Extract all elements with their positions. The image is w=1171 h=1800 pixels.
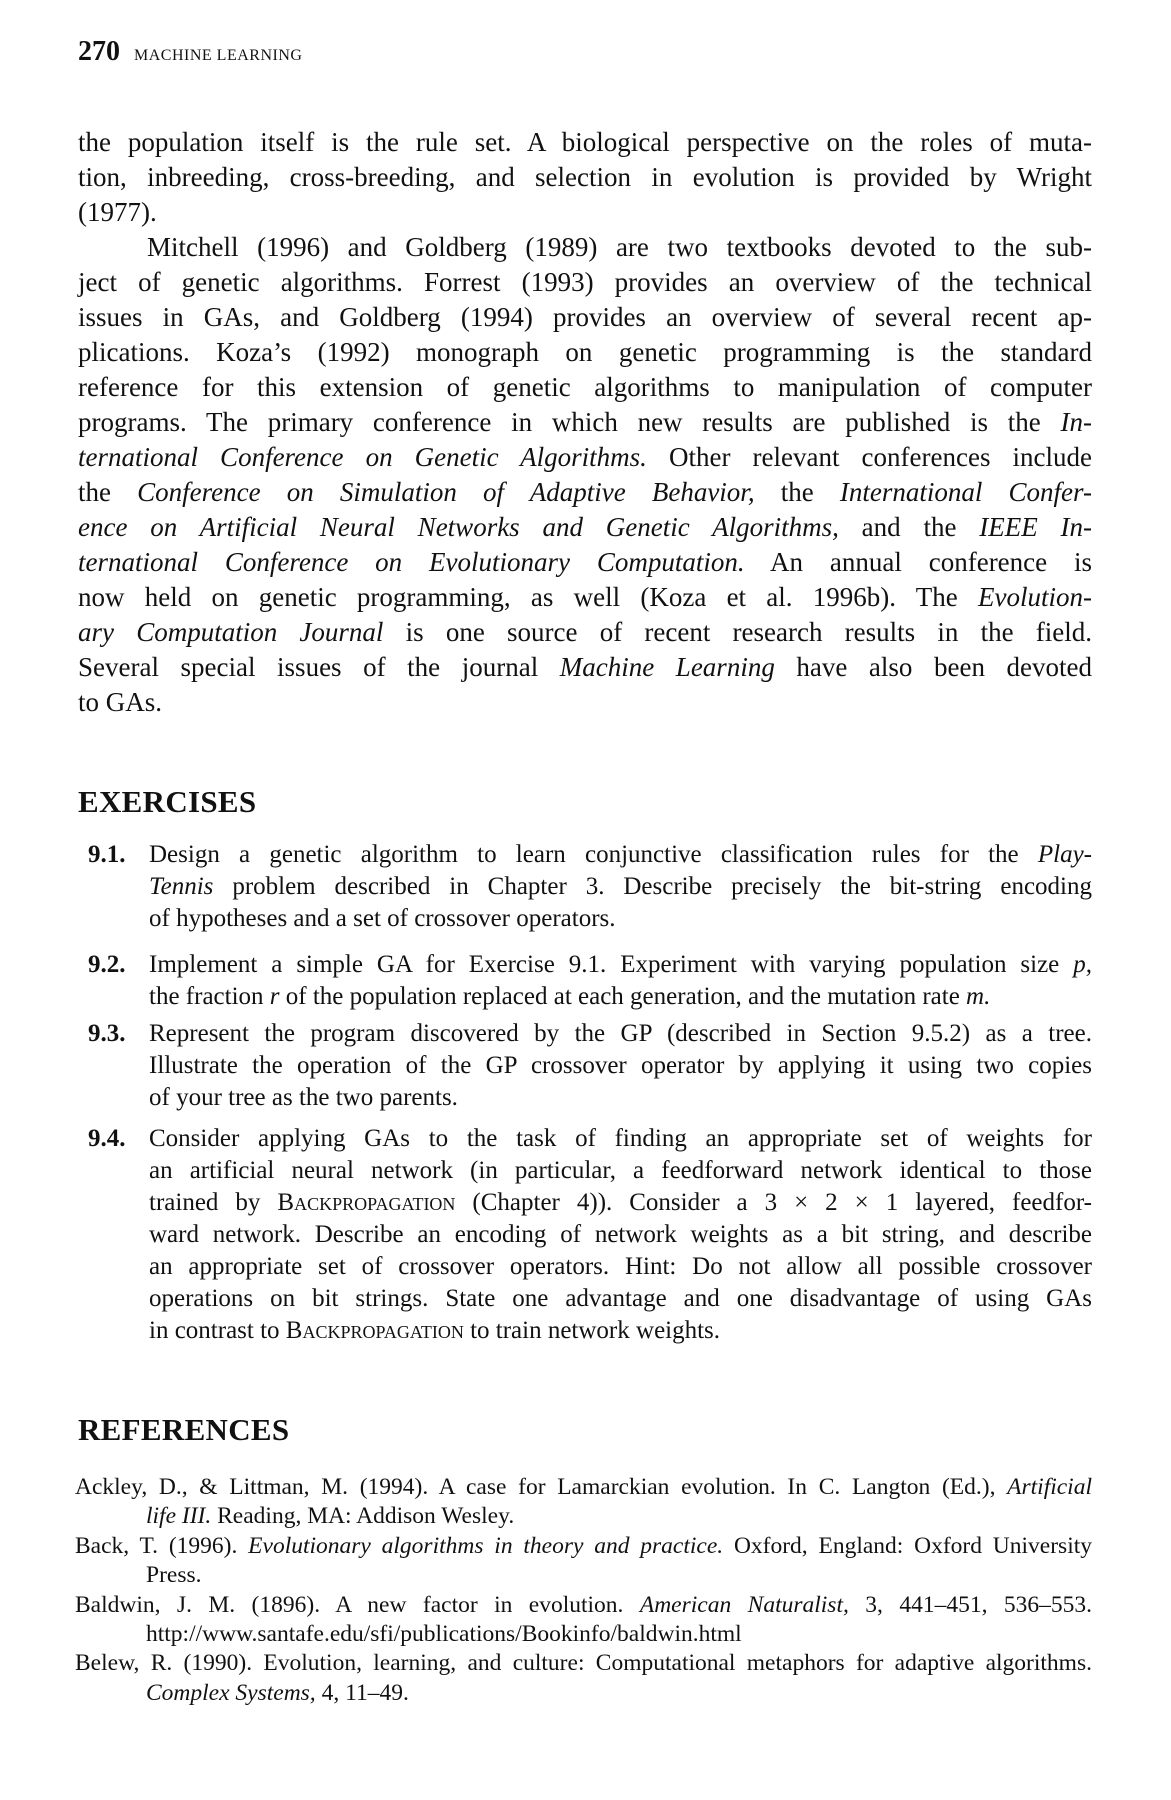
page-number: 270	[78, 36, 120, 67]
text-run: an appropriate set of crossover operators. Hint: Do not allow all possible crossover	[149, 1253, 1092, 1280]
italic-text: Tennis	[149, 873, 214, 900]
text-run: Represent the program discovered by the GP (described in Section 9.5.2) as a tree.	[149, 1020, 1092, 1047]
text-line	[75, 1620, 1092, 1649]
text-line	[78, 160, 1092, 195]
text-line	[78, 650, 1092, 685]
references-list	[75, 1473, 1092, 1708]
exercise-item	[88, 1018, 1092, 1114]
text-run: and the	[838, 512, 980, 542]
running-title: MACHINE LEARNING	[134, 47, 303, 64]
text-run: Consider applying GAs to the task of finding an appropriate set of weights for	[149, 1125, 1092, 1152]
text-line	[78, 335, 1092, 370]
italic-text: ary Computation Journal	[78, 617, 384, 647]
text-run: operations on bit strings. State one advantage and one disadvantage of using GAs	[149, 1285, 1092, 1312]
text-run: plications. Koza’s (1992) monograph on genetic programming is the standard	[78, 337, 1092, 367]
text-line	[149, 1018, 1092, 1050]
text-line	[78, 300, 1092, 335]
italic-text: American Naturalist,	[639, 1591, 849, 1618]
text-line	[78, 405, 1092, 440]
text-run: now held on genetic programming, as well (Koza et al. 1996b). The	[78, 582, 979, 612]
text-line	[149, 1187, 1092, 1219]
text-run: tion, inbreeding, cross-breeding, and selection in evolution is provided by Wright	[78, 162, 1092, 192]
text-run: Design a genetic algorithm to learn conjunctive classification rules for the	[149, 841, 1038, 868]
text-line	[149, 949, 1092, 981]
text-run: an artificial neural network (in particular, a feedforward network identical to those	[149, 1157, 1092, 1184]
text-run: Illustrate the operation of the GP crossover operator by applying it using two copies	[149, 1052, 1092, 1079]
text-line	[149, 1283, 1092, 1315]
italic-text: ternational Conference on Genetic Algorithms.	[78, 442, 647, 472]
italic-text: ence on Artificial Neural Networks and Genetic Algorithms,	[78, 512, 839, 542]
text-line	[78, 510, 1092, 545]
text-run: Press.	[146, 1562, 202, 1589]
text-run: (Chapter 4)). Consider a 3 × 2 × 1 layered, feedfor-	[455, 1189, 1092, 1216]
text-line	[78, 265, 1092, 300]
italic-text: Conference on Simulation of Adaptive Behavior,	[137, 477, 755, 507]
italic-text: Artificial	[1007, 1474, 1092, 1500]
text-run: of your tree as the two parents.	[149, 1084, 458, 1111]
text-line	[75, 1649, 1092, 1678]
text-line	[75, 1502, 1092, 1531]
text-line	[149, 839, 1092, 871]
text-run: 4, 11–49.	[315, 1679, 409, 1706]
small-caps-text: Backpropagation	[277, 1189, 456, 1216]
italic-text: r	[269, 983, 280, 1010]
text-run: of hypotheses and a set of crossover operators.	[149, 905, 616, 932]
text-run: have also been devoted	[774, 652, 1092, 682]
reference-entry	[75, 1591, 1092, 1650]
reference-entry	[75, 1473, 1092, 1532]
text-run: issues in GAs, and Goldberg (1994) provides an overview of several recent ap-	[78, 302, 1092, 332]
body-text	[78, 125, 1092, 720]
text-run: Implement a simple GA for Exercise 9.1. Experiment with varying population size	[149, 951, 1074, 978]
text-line	[149, 1315, 1092, 1347]
text-line	[78, 440, 1092, 475]
text-line	[75, 1561, 1092, 1590]
text-run: Mitchell (1996) and Goldberg (1989) are two textbooks devoted to the sub-	[147, 232, 1092, 262]
text-run: Other relevant conferences include	[646, 442, 1092, 472]
text-run: in contrast to	[149, 1317, 286, 1344]
italic-text: Evolution-	[978, 582, 1092, 612]
references-heading: REFERENCES	[78, 1412, 290, 1447]
text-line	[78, 475, 1092, 510]
text-line	[75, 1473, 1092, 1502]
italic-text: m.	[966, 983, 991, 1010]
text-line	[149, 1155, 1092, 1187]
text-run: Oxford, England: Oxford University	[723, 1532, 1093, 1559]
italic-text: IEEE In-	[979, 512, 1092, 542]
text-run: is one source of recent research results in the field.	[383, 617, 1093, 647]
exercise-text	[149, 839, 1092, 935]
text-line	[149, 1219, 1092, 1251]
text-run: trained by	[149, 1189, 278, 1216]
text-line	[78, 545, 1092, 580]
text-run: the population itself is the rule set. A biological perspective on the roles of muta-	[78, 127, 1092, 157]
exercise-number: 9.1.	[88, 841, 126, 868]
text-run: to GAs.	[78, 687, 163, 717]
text-run: ject of genetic algorithms. Forrest (1993) provides an overview of the technical	[78, 267, 1092, 297]
text-line	[149, 1251, 1092, 1283]
text-line	[78, 125, 1092, 160]
italic-text: p,	[1073, 951, 1092, 978]
text-line	[149, 1082, 1092, 1114]
reference-entry	[75, 1649, 1092, 1708]
italic-text: Machine Learning	[559, 652, 775, 682]
text-run: Back, T. (1996).	[75, 1532, 249, 1559]
text-run: Belew, R. (1990). Evolution, learning, and culture: Computational metaphors for adaptive algorithms.	[75, 1650, 1092, 1677]
text-line	[75, 1679, 1092, 1708]
text-run: programs. The primary conference in which new results are published is the	[78, 407, 1061, 437]
text-run: Baldwin, J. M. (1896). A new factor in evolution.	[75, 1591, 640, 1618]
text-run: the	[754, 477, 840, 507]
text-line	[78, 685, 1092, 720]
text-line	[78, 615, 1092, 650]
text-line	[75, 1532, 1092, 1561]
text-run: Several special issues of the journal	[78, 652, 560, 682]
text-line	[149, 871, 1092, 903]
text-line	[149, 981, 1092, 1013]
exercise-item	[88, 1123, 1092, 1347]
text-line	[78, 195, 1092, 230]
paragraph	[78, 125, 1092, 230]
small-caps-text: Backpropagation	[285, 1317, 464, 1344]
text-line	[78, 230, 1092, 265]
exercise-text	[149, 1018, 1092, 1114]
text-run: http://www.santafe.edu/sfi/publications/Bookinfo/baldwin.html	[146, 1621, 742, 1648]
text-run: the	[78, 477, 138, 507]
text-run: ward network. Describe an encoding of network weights as a bit string, and describe	[149, 1221, 1092, 1248]
italic-text: Evolutionary algorithms in theory and practice.	[248, 1532, 724, 1559]
exercise-number: 9.2.	[88, 951, 126, 978]
italic-text: International Confer-	[839, 477, 1092, 507]
italic-text: In-	[1060, 407, 1092, 437]
exercise-item	[88, 839, 1092, 935]
text-run: 3, 441–451, 536–553.	[848, 1591, 1092, 1618]
text-run: to train network weights.	[463, 1317, 721, 1344]
italic-text: life III.	[146, 1503, 212, 1530]
text-run: the fraction	[149, 983, 270, 1010]
exercise-number: 9.4.	[88, 1125, 126, 1152]
italic-text: Play-	[1037, 841, 1092, 868]
text-line	[78, 580, 1092, 615]
exercise-text	[149, 1123, 1092, 1347]
text-line	[78, 370, 1092, 405]
reference-entry	[75, 1532, 1092, 1591]
exercises-heading: EXERCISES	[78, 784, 257, 819]
paragraph	[78, 230, 1092, 720]
text-line	[75, 1591, 1092, 1620]
italic-text: ternational Conference on Evolutionary Computation.	[78, 547, 745, 577]
exercise-item	[88, 949, 1092, 1013]
text-run: (1977).	[78, 197, 157, 227]
text-line	[149, 1050, 1092, 1082]
text-run: Ackley, D., & Littman, M. (1994). A case for Lamarckian evolution. In C. Langton (Ed.),	[75, 1474, 1008, 1500]
exercise-number: 9.3.	[88, 1020, 126, 1047]
text-line	[149, 903, 1092, 935]
page-header	[78, 36, 302, 68]
text-run: reference for this extension of genetic algorithms to manipulation of computer	[78, 372, 1092, 402]
text-run: An annual conference is	[744, 547, 1093, 577]
text-run: Reading, MA: Addison Wesley.	[211, 1503, 515, 1530]
italic-text: Complex Systems,	[146, 1679, 316, 1706]
text-run: problem described in Chapter 3. Describe precisely the bit-string encoding	[213, 873, 1092, 900]
text-run: of the population replaced at each generation, and the mutation rate	[279, 983, 967, 1010]
exercise-text	[149, 949, 1092, 1013]
text-line	[149, 1123, 1092, 1155]
